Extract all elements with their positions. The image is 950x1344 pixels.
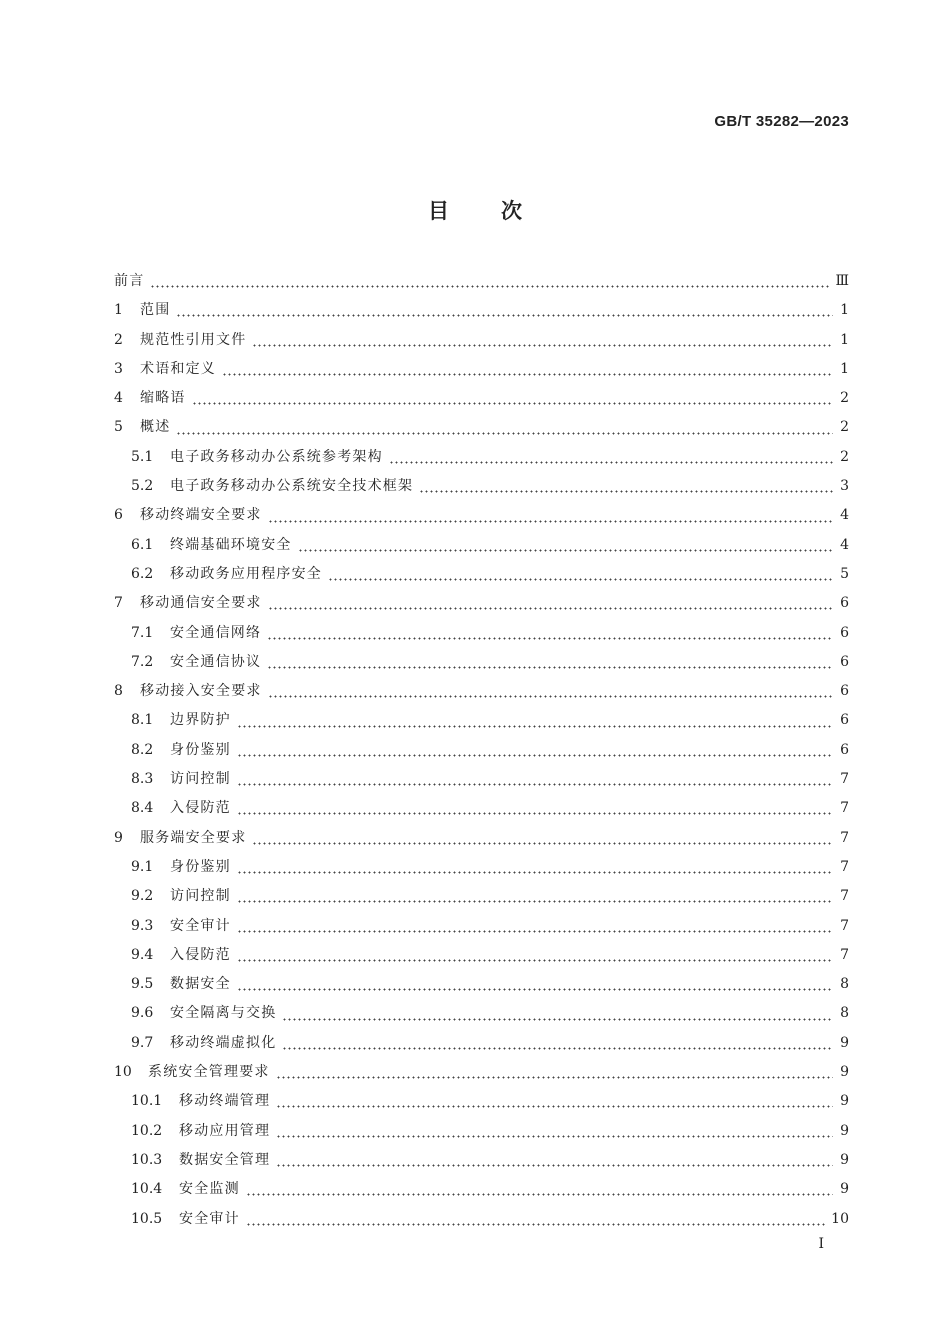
toc-entry[interactable] xyxy=(114,885,849,914)
toc-entry-number: 6.2 xyxy=(131,565,154,582)
toc-entry-label: 安全审计 xyxy=(179,1210,240,1227)
toc-dot-leader xyxy=(268,695,833,698)
toc-entry-number: 9.6 xyxy=(131,1005,154,1022)
table-of-contents xyxy=(114,270,849,1237)
toc-entry[interactable] xyxy=(114,739,849,768)
toc-dot-leader xyxy=(237,988,833,991)
toc-entry-label: 规范性引用文件 xyxy=(140,331,247,348)
toc-dot-leader xyxy=(237,725,833,728)
toc-entry-page: 1 xyxy=(840,360,849,377)
toc-entry[interactable] xyxy=(114,827,849,856)
toc-entry[interactable] xyxy=(114,1061,849,1090)
toc-dot-leader xyxy=(246,1193,833,1196)
toc-entry-page: 10 xyxy=(831,1210,849,1227)
toc-entry-label: 移动终端安全要求 xyxy=(140,507,262,524)
toc-dot-leader xyxy=(268,520,833,523)
toc-entry-page: 7 xyxy=(840,771,849,788)
toc-entry-page: 6 xyxy=(840,712,849,729)
toc-entry-label: 缩略语 xyxy=(140,390,186,407)
toc-entry-label: 移动终端管理 xyxy=(179,1093,271,1110)
toc-entry[interactable] xyxy=(114,299,849,328)
toc-entry[interactable] xyxy=(114,446,849,475)
toc-entry-label: 终端基础环境安全 xyxy=(170,536,292,553)
toc-entry-number: 5 xyxy=(114,419,123,436)
toc-entry-number: 10.4 xyxy=(131,1181,163,1198)
toc-entry-page: 1 xyxy=(840,331,849,348)
toc-entry-label: 入侵防范 xyxy=(170,946,231,963)
toc-entry[interactable] xyxy=(114,592,849,621)
toc-entry-number: 2 xyxy=(114,331,123,348)
toc-dot-leader xyxy=(192,402,833,405)
toc-entry[interactable] xyxy=(114,563,849,592)
toc-entry[interactable] xyxy=(114,1002,849,1031)
toc-entry-label: 安全监测 xyxy=(179,1181,240,1198)
toc-entry-label: 前言 xyxy=(114,273,145,289)
toc-dot-leader xyxy=(222,373,833,376)
toc-entry-number: 10.2 xyxy=(131,1122,163,1139)
toc-entry-page: Ⅲ xyxy=(835,273,849,289)
toc-entry-label: 安全隔离与交换 xyxy=(170,1005,277,1022)
toc-entry[interactable] xyxy=(114,797,849,826)
toc-entry-page: 7 xyxy=(840,917,849,934)
toc-dot-leader xyxy=(389,461,833,464)
toc-entry-label: 移动政务应用程序安全 xyxy=(170,565,322,582)
toc-entry-label: 概述 xyxy=(140,419,171,436)
toc-entry[interactable] xyxy=(114,1208,849,1237)
toc-entry[interactable] xyxy=(114,622,849,651)
toc-entry-number: 9.2 xyxy=(131,888,154,905)
toc-entry[interactable] xyxy=(114,1090,849,1119)
toc-entry-label: 系统安全管理要求 xyxy=(148,1064,270,1081)
toc-entry[interactable] xyxy=(114,329,849,358)
toc-entry-number: 6 xyxy=(114,507,123,524)
toc-dot-leader xyxy=(150,285,829,288)
toc-entry-label: 访问控制 xyxy=(170,888,231,905)
toc-dot-leader xyxy=(252,842,833,845)
toc-entry-page: 7 xyxy=(840,858,849,875)
toc-entry-page: 8 xyxy=(840,1005,849,1022)
toc-dot-leader xyxy=(237,812,833,815)
toc-entry-label: 身份鉴别 xyxy=(170,858,231,875)
toc-entry[interactable] xyxy=(114,973,849,1002)
toc-dot-leader xyxy=(176,314,833,317)
toc-entry[interactable] xyxy=(114,387,849,416)
toc-entry[interactable] xyxy=(114,944,849,973)
page-title: 目次 xyxy=(428,199,574,223)
toc-entry-page: 9 xyxy=(840,1181,849,1198)
toc-entry[interactable] xyxy=(114,1120,849,1149)
toc-dot-leader xyxy=(267,666,833,669)
toc-entry-number: 6.1 xyxy=(131,536,154,553)
toc-entry-page: 2 xyxy=(840,390,849,407)
toc-entry-page: 5 xyxy=(840,565,849,582)
toc-entry-number: 10 xyxy=(114,1064,132,1081)
toc-entry-page: 6 xyxy=(840,741,849,758)
toc-dot-leader xyxy=(282,1047,833,1050)
toc-entry-number: 7.1 xyxy=(131,624,154,641)
toc-dot-leader xyxy=(276,1164,833,1167)
toc-entry[interactable] xyxy=(114,709,849,738)
toc-entry-page: 3 xyxy=(840,478,849,495)
toc-entry[interactable] xyxy=(114,915,849,944)
toc-dot-leader xyxy=(237,900,833,903)
toc-entry-page: 8 xyxy=(840,976,849,993)
toc-dot-leader xyxy=(176,432,833,435)
toc-entry-number: 9.1 xyxy=(131,858,154,875)
toc-entry[interactable] xyxy=(114,680,849,709)
toc-entry-page: 1 xyxy=(840,302,849,319)
toc-entry-label: 安全通信协议 xyxy=(170,653,262,670)
toc-entry[interactable] xyxy=(114,1032,849,1061)
toc-dot-leader xyxy=(276,1076,833,1079)
toc-entry-number: 8 xyxy=(114,683,123,700)
toc-entry-number: 10.5 xyxy=(131,1210,163,1227)
toc-entry-page: 9 xyxy=(840,1093,849,1110)
toc-dot-leader xyxy=(328,578,833,581)
toc-entry[interactable] xyxy=(114,651,849,680)
toc-entry-number: 4 xyxy=(114,390,123,407)
toc-dot-leader xyxy=(252,344,833,347)
toc-entry-page: 6 xyxy=(840,653,849,670)
toc-entry-number: 9 xyxy=(114,829,123,846)
toc-entry-label: 电子政务移动办公系统参考架构 xyxy=(170,448,383,465)
toc-entry-label: 移动通信安全要求 xyxy=(140,595,262,612)
toc-entry-page: 9 xyxy=(840,1122,849,1139)
toc-entry[interactable] xyxy=(114,768,849,797)
toc-entry-page: 2 xyxy=(840,448,849,465)
toc-entry-number: 8.3 xyxy=(131,771,154,788)
toc-entry-number: 9.5 xyxy=(131,976,154,993)
toc-entry-page: 6 xyxy=(840,624,849,641)
toc-entry-number: 10.3 xyxy=(131,1151,163,1168)
toc-entry-page: 2 xyxy=(840,419,849,436)
toc-entry-label: 入侵防范 xyxy=(170,800,231,817)
toc-entry-label: 移动终端虚拟化 xyxy=(170,1034,277,1051)
toc-entry-number: 7 xyxy=(114,595,123,612)
toc-entry[interactable] xyxy=(114,534,849,563)
toc-dot-leader xyxy=(276,1105,833,1108)
toc-entry-page: 7 xyxy=(840,829,849,846)
toc-dot-leader xyxy=(237,754,833,757)
toc-entry-page: 7 xyxy=(840,946,849,963)
toc-entry-page: 9 xyxy=(840,1034,849,1051)
toc-entry-page: 6 xyxy=(840,683,849,700)
toc-dot-leader xyxy=(237,959,833,962)
toc-entry[interactable] xyxy=(114,1149,849,1178)
toc-entry-number: 3 xyxy=(114,360,123,377)
toc-entry-label: 身份鉴别 xyxy=(170,741,231,758)
toc-entry-label: 访问控制 xyxy=(170,771,231,788)
toc-dot-leader xyxy=(419,490,833,493)
toc-entry-number: 9.7 xyxy=(131,1034,154,1051)
toc-entry-page: 9 xyxy=(840,1064,849,1081)
toc-entry-label: 安全审计 xyxy=(170,917,231,934)
toc-entry[interactable] xyxy=(114,475,849,504)
toc-entry[interactable] xyxy=(114,416,849,445)
toc-entry-label: 服务端安全要求 xyxy=(140,829,247,846)
toc-dot-leader xyxy=(267,637,833,640)
toc-entry-number: 7.2 xyxy=(131,653,154,670)
toc-entry-label: 范围 xyxy=(140,302,171,319)
standard-code: GB/T 35282—2023 xyxy=(714,113,849,130)
toc-entry-number: 8.1 xyxy=(131,712,154,729)
toc-entry-label: 移动接入安全要求 xyxy=(140,683,262,700)
toc-dot-leader xyxy=(246,1223,825,1226)
toc-entry-number: 10.1 xyxy=(131,1093,163,1110)
toc-entry-page: 4 xyxy=(840,507,849,524)
toc-entry[interactable] xyxy=(114,358,849,387)
toc-entry-number: 9.4 xyxy=(131,946,154,963)
toc-dot-leader xyxy=(282,1018,833,1021)
toc-entry-label: 安全通信网络 xyxy=(170,624,262,641)
toc-dot-leader xyxy=(237,783,833,786)
toc-entry-label: 电子政务移动办公系统安全技术框架 xyxy=(170,478,414,495)
toc-entry-number: 5.2 xyxy=(131,478,154,495)
toc-entry[interactable] xyxy=(114,504,849,533)
toc-dot-leader xyxy=(237,871,833,874)
toc-entry-number: 9.3 xyxy=(131,917,154,934)
toc-entry[interactable] xyxy=(114,270,849,299)
toc-entry-label: 数据安全 xyxy=(170,976,231,993)
toc-entry[interactable] xyxy=(114,856,849,885)
toc-dot-leader xyxy=(237,930,833,933)
toc-entry-label: 边界防护 xyxy=(170,712,231,729)
toc-dot-leader xyxy=(268,607,833,610)
toc-entry-number: 5.1 xyxy=(131,448,154,465)
toc-entry-page: 6 xyxy=(840,595,849,612)
toc-dot-leader xyxy=(276,1135,833,1138)
toc-entry-number: 1 xyxy=(114,302,123,319)
toc-entry-page: 7 xyxy=(840,800,849,817)
toc-entry-number: 8.4 xyxy=(131,800,154,817)
toc-entry-page: 7 xyxy=(840,888,849,905)
toc-entry-number: 8.2 xyxy=(131,741,154,758)
toc-entry-page: 4 xyxy=(840,536,849,553)
toc-entry-label: 术语和定义 xyxy=(140,360,216,377)
toc-entry-label: 数据安全管理 xyxy=(179,1151,271,1168)
footer-page-number: I xyxy=(818,1236,824,1252)
toc-entry[interactable] xyxy=(114,1178,849,1207)
toc-entry-page: 9 xyxy=(840,1151,849,1168)
toc-entry-label: 移动应用管理 xyxy=(179,1122,271,1139)
toc-dot-leader xyxy=(298,549,833,552)
